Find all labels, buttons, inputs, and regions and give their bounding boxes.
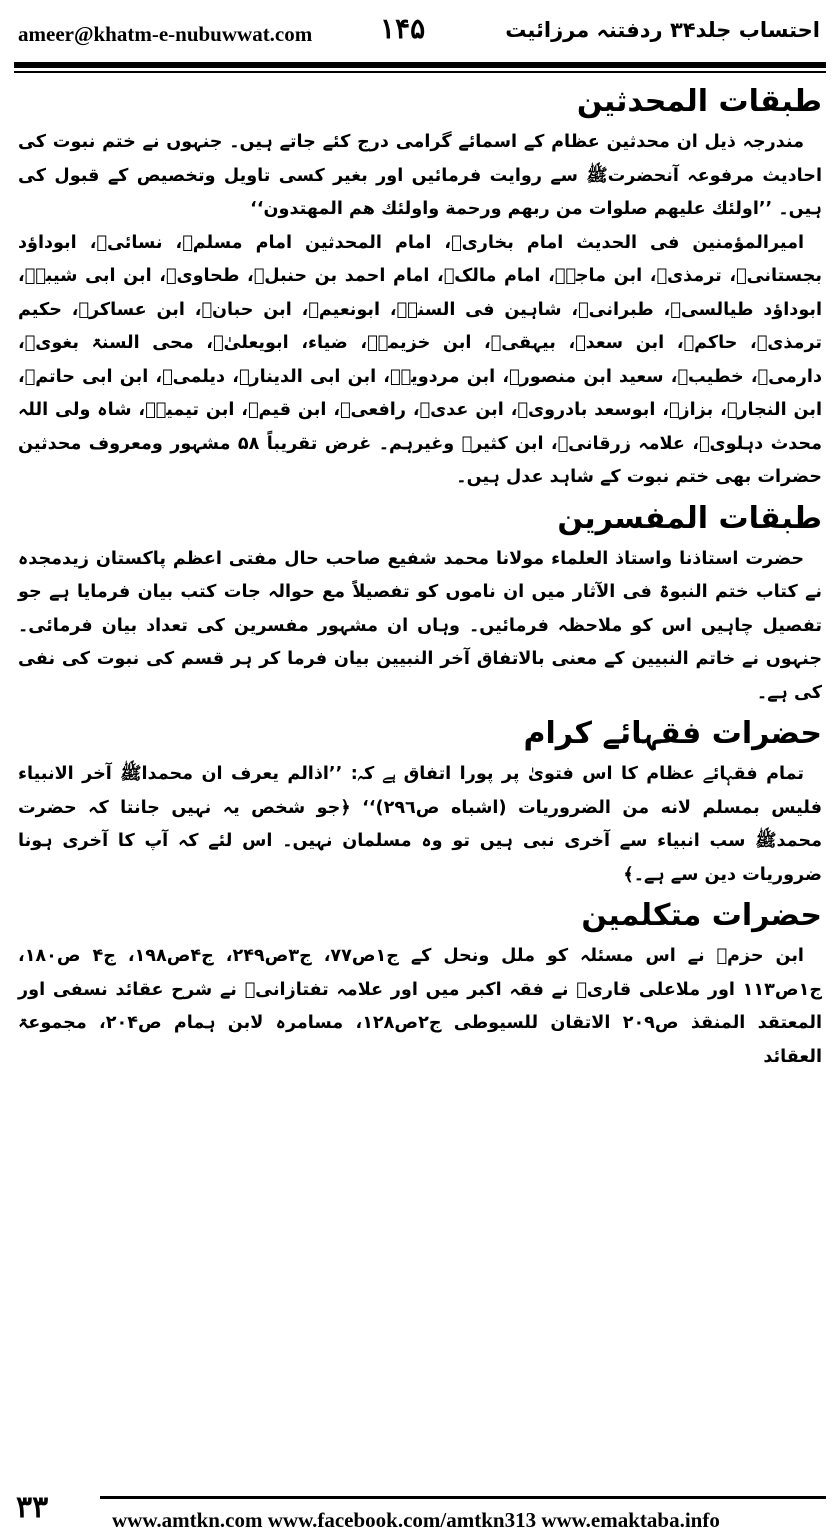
page-footer bbox=[0, 1488, 840, 1540]
footer-page-number: ۳۳ bbox=[16, 1490, 49, 1525]
section-paragraph: مندرجہ ذیل ان محدثین عظام کے اسمائے گرامی درج کئے جاتے ہیں۔ جنہوں نے ختم نبوت کی احادیث مرفوعہ آنحضرتﷺ سے روایت فرمائیں اور بغیر کسی تاویل وتخصیص کے قبول کی ہیں۔ ’’اولئك عليهم صلوات من ربهم ورحمة واولئك هم المهتدون‘‘ bbox=[18, 132, 822, 219]
section-paragraph: حضرت استاذنا واستاذ العلماء مولانا محمد شفیع صاحب حال مفتی اعظم پاکستان زیدمجدہ نے کتاب ختم النبوۃ فی الآثار میں ان ناموں کو تفصیلاً مع حوالہ جات کتب بیان فرمایا ہے جو تفصیل چاہیں اس کو ملاحظہ فرمائیں۔ وہاں ان مشہور مفسرین کی تعداد بیان فرمائی۔ جنہوں نے خاتم النبیین کے معنی بالاتفاق آخر النبیین بیان فرما کر ہر قسم کی نبوت کی نفی کی ہے۔ bbox=[18, 548, 822, 703]
section-mufassirin bbox=[18, 497, 822, 711]
section-heading: حضرات متکلمین bbox=[581, 898, 822, 933]
header-book-title: احتساب جلد۳۴ ردفتنہ مرزائیت bbox=[505, 18, 820, 42]
section-muhaddithin bbox=[18, 80, 822, 495]
section-paragraph: تمام فقہائے عظام کا اس فتویٰ پر پورا اتفاق ہے کہ: ’’اذالم يعرف ان محمداﷺ آخر الانبياء فليس بمسلم لانه من الضروريات (اشباه ص٢٩٦)‘‘ ﴿جو شخص یہ نہیں جانتا کہ حضرت محمدﷺ سب انبیاء سے آخری نبی ہیں تو وہ مسلمان نہیں۔ اس لئے کہ آپ کا آخری ہونا ضروریات دین سے ہے۔﴾ bbox=[18, 764, 822, 885]
section-fuqaha bbox=[18, 712, 822, 892]
header-rule-thick bbox=[14, 62, 826, 68]
header-page-number: ۱۴۵ bbox=[380, 12, 426, 45]
section-heading: طبقات المحدثین bbox=[576, 84, 822, 119]
header-rule-thin bbox=[14, 71, 826, 73]
section-mutakallimin bbox=[18, 894, 822, 1074]
section-paragraph: ابن حزمؒ نے اس مسئلہ کو ملل ونحل کے ج۱ص۷۷، ج۳ص۲۴۹، ج۴ص۱۹۸، ج۴ ص۱۸۰، ج۱ص۱۱۳ اور ملاعلی قاریؒ نے فقہ اکبر میں اور علامہ تفتازانیؒ نے شرح عقائد نسفی اور المعتقد المنقذ ص۲۰۹ الاتقان للسیوطی ج۲ص۱۲۸، مسامرہ لابن ہمام ص۲۰۴، مجموعۃ العقائد bbox=[18, 946, 822, 1067]
footer-rule bbox=[100, 1496, 826, 1499]
header-email: ameer@khatm-e-nubuwwat.com bbox=[18, 22, 313, 46]
page-header bbox=[0, 0, 840, 72]
page-body bbox=[18, 78, 822, 1074]
footer-links[interactable]: www.amtkn.com www.facebook.com/amtkn313 www.emaktaba.info bbox=[112, 1508, 720, 1532]
section-heading: حضرات فقہائے کرام bbox=[523, 716, 822, 751]
section-heading: طبقات المفسرین bbox=[557, 500, 822, 536]
section-paragraph: امیرالمؤمنین فی الحدیث امام بخاریؒ، امام المحدثین امام مسلمؒ، نسائیؒ، ابوداؤد بجستانیؒ، ترمذیؒ، ابن ماجہؒ، امام مالکؒ، امام احمد بن حنبلؒ، طحاویؒ، ابن ابی شیبہؒ، ابوداؤد طیالسیؒ، طبرانیؒ، شاہین فی السنۃؒ، ابونعیمؒ، ابن حبانؒ، ابن عساکرؒ، حکیم ترمذیؒ، حاکمؒ، ابن سعدؒ، بیہقیؒ، ابن خزیمہؒ، ضیاء، ابویعلیٰؒ، محی السنۃ بغویؒ، دارمیؒ، خطیبؒ، سعید ابن منصورؒ، ابن مردویہؒ، ابن ابی الدینارؒ، دیلمیؒ، ابن ابی حاتمؒ، ابن النجارؒ، بزازؒ، ابوسعد بادرویؒ، ابن عدیؒ، رافعیؒ، ابن قیمؒ، ابن تیمیہؒ، شاہ ولی اللہ محدث دہلویؒ، علامہ زرقانیؒ، ابن کثیرؒ وغیرہم۔ غرض تقریباً ۵۸ مشہور ومعروف محدثین حضرات بھی ختم نبوت کے شاہد عدل ہیں۔ bbox=[18, 232, 822, 487]
